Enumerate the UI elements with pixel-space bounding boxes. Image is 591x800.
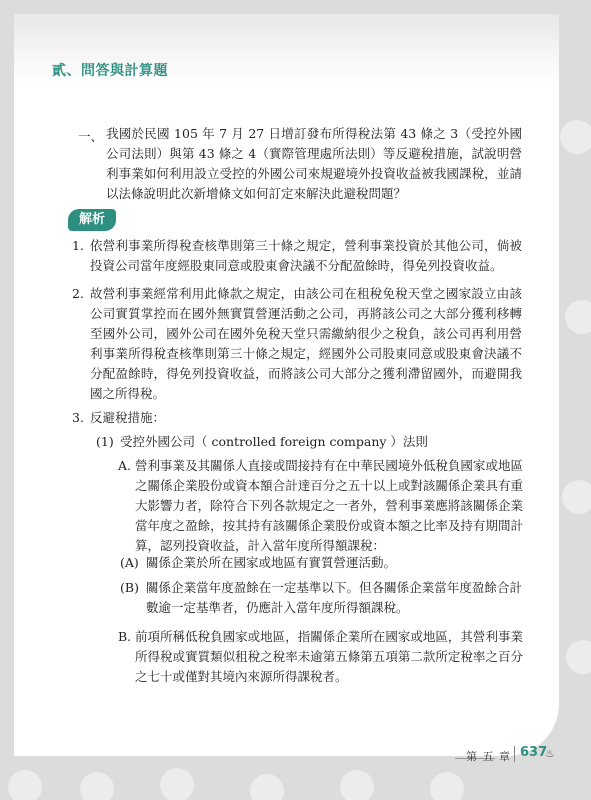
item-text: 營利事業及其關係人直接或間接持有在中華民國境外低稅負國家或地區之關係企業股份或資本額合計達百分之五十以上或對該關係企業具有重大影響力者，除符合下列各款規定之一者外，營利事業應將該關係企業當年度之盈餘，按其持有該關係企業股份或資本額之比率及持有期間計算，認列投資收益，計入當年度所得額課稅： [135, 458, 523, 553]
point-text: 依營利事業所得稅查核準則第三十條之規定，營利事業投資於其他公司，倘被投資公司當年度經股東同意或股東會決議不分配盈餘時，得免列投資收益。 [90, 238, 522, 273]
point-number: 3. [72, 410, 84, 425]
subitem-text: 關係企業於所在國家或地區有實質營運活動。 [146, 555, 397, 570]
subitem-number: (A) [120, 555, 139, 570]
subitem-number: (B) [120, 580, 139, 595]
point-number: 1. [72, 238, 84, 253]
answer-badge: 解析 [68, 209, 116, 231]
section-title: 貳、問答與計算題 [52, 63, 168, 79]
subsection-number: (1) [96, 434, 114, 449]
point-text: 故營利事業經常利用此條款之規定，由該公司在租稅免稅天堂之國家設立由該公司實質掌控而在國外無實質營運活動之公司，再將該公司之大部分獲利移轉至國外公司，國外公司在國外免稅天堂只需繳納很少之稅負，該公司再利用營利事業所得稅查核準則第三十條之規定，經國外公司股東同意或股東會決議不分配盈餘時，得免列投資收益，而將該公司大部分之獲利滯留國外，而避開我國之所得稅。 [90, 286, 522, 401]
question-text: 我國於民國 105 年 7 月 27 日增訂發布所得稅法第 43 條之 3（受控外國公司法則）與第 43 條之 4（實際管理處所法則）等反避稅措施，試說明營利事業如何利用設立受控的外國公司來規避境外投資收益被我國課稅，並請以法條說明此次新增條文如何訂定來解決此避稅問題？ [106, 126, 522, 201]
point-number: 2. [72, 286, 84, 301]
subsection-title: 受控外國公司（ controlled foreign company ）法則 [120, 434, 428, 449]
footer-separator [514, 746, 515, 762]
question-marker: 一、 [78, 129, 104, 144]
item-text: 前項所稱低稅負國家或地區，指關係企業所在國家或地區，其營利事業所得稅或實質類似租稅之稅率未逾第五條第五項第二款所定稅率之百分之七十或僅對其境內來源所得課稅者。 [135, 629, 523, 684]
point-text: 反避稅措施： [90, 410, 166, 425]
item-letter: A. [118, 458, 132, 473]
chapter-label: 第 五 章 [466, 750, 511, 763]
footer-ornament-icon: ♨ [545, 747, 555, 760]
page-number: 637 [520, 745, 548, 760]
item-letter: B. [118, 629, 132, 644]
subitem-text: 關係企業當年度盈餘在一定基準以下。但各關係企業當年度盈餘合計數逾一定基準者，仍應計入當年度所得額課稅。 [146, 580, 522, 615]
